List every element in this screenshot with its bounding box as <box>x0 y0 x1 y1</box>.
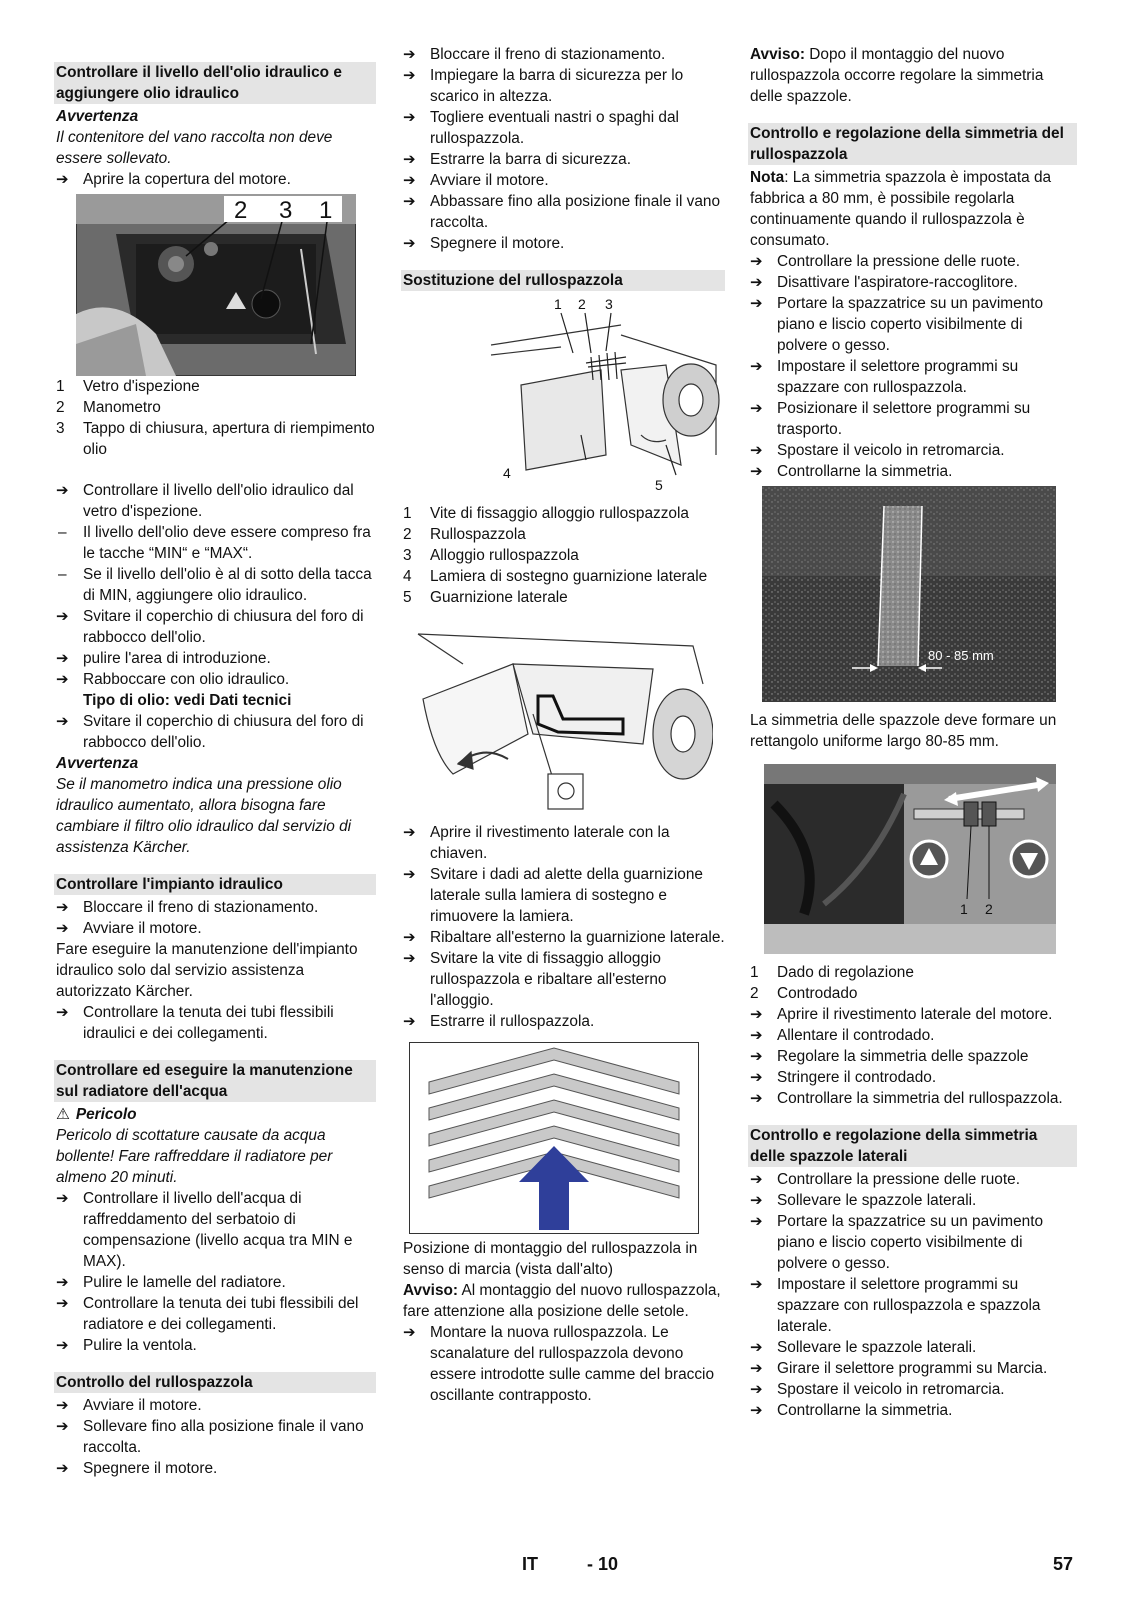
step: ➔ Girare il selettore programmi su Marcia. <box>750 1358 1077 1379</box>
step: ➔ Controllare la tenuta dei tubi flessibili idraulici e dei collegamenti. <box>56 1002 376 1044</box>
warning-triangle-icon: ⚠ <box>56 1106 70 1123</box>
heading-oil-level: Controllare il livello dell'olio idraulico e aggiungere olio idraulico <box>54 62 376 104</box>
legend-item: 1 Vetro d'ispezione <box>56 378 200 395</box>
step: ➔ Bloccare il freno di stazionamento. <box>403 44 725 65</box>
heading-radiator: Controllare ed eseguire la manutenzione sul radiatore dell'acqua <box>54 1060 376 1102</box>
warning-title: Avvertenza <box>56 755 139 772</box>
step: ➔ Controllare la pressione delle ruote. <box>750 251 1077 272</box>
fig2-label: 5 <box>655 477 663 493</box>
step: ➔ Controllarne la simmetria. <box>750 461 1077 482</box>
legend-item: 3 Tappo di chiusura, apertura di riempimento olio <box>56 420 375 458</box>
legend-item: 5 Guarnizione laterale <box>403 589 568 606</box>
roller-housing-drawing <box>481 295 721 495</box>
paragraph: Fare eseguire la manutenzione dell'impianto idraulico solo dal servizio assistenza autorizzato Kärcher. <box>56 941 358 1000</box>
notice: Avviso: Dopo il montaggio del nuovo rullospazzola occorre regolare la simmetria delle spazzole. <box>750 46 1044 105</box>
step: ➔ Portare la spazzatrice su un pavimento piano e liscio coperto visibilmente di polvere o gesso. <box>750 293 1077 356</box>
step: ➔ Sollevare fino alla posizione finale il vano raccolta. <box>56 1416 376 1458</box>
step: ➔ Bloccare il freno di stazionamento. <box>56 897 376 918</box>
danger-text: Pericolo di scottature causate da acqua bollente! Fare raffreddare il radiatore per almeno 20 minuti. <box>56 1127 333 1186</box>
step: ➔ Svitare la vite di fissaggio alloggio rullospazzola e ribaltare all'esterno l'alloggio. <box>403 948 725 1011</box>
heading-roller-symmetry: Controllo e regolazione della simmetria del rullospazzola <box>748 123 1077 165</box>
step: ➔ Aprire il rivestimento laterale del motore. <box>750 1004 1077 1025</box>
step: ➔ Pulire le lamelle del radiatore. <box>56 1272 376 1293</box>
heading-side-brush-symmetry: Controllo e regolazione della simmetria delle spazzole laterali <box>748 1125 1077 1167</box>
side-seal-drawing <box>413 624 713 814</box>
step: ➔ Impostare il selettore programmi su spazzare con rullospazzola. <box>750 356 1077 398</box>
step: ➔ Aprire il rivestimento laterale con la chiaven. <box>403 822 725 864</box>
step: ➔ Spegnere il motore. <box>403 233 725 254</box>
step: ➔ Estrarre la barra di sicurezza. <box>403 149 725 170</box>
legend-item: 2 Manometro <box>56 399 161 416</box>
step: ➔ Controllare la tenuta dei tubi flessibili del radiatore e dei collegamenti. <box>56 1293 376 1335</box>
legend-item: 4 Lamiera di sostegno guarnizione laterale <box>403 568 708 585</box>
figure-sweep-pattern <box>762 486 1056 702</box>
fig1-label: 3 <box>279 197 293 224</box>
fig4-label: 1 <box>960 901 968 917</box>
step: ➔ Avviare il motore. <box>56 918 376 939</box>
dimension-label: 80 - 85 mm <box>928 648 994 663</box>
step: ➔ Spostare il veicolo in retromarcia. <box>750 1379 1077 1400</box>
figure-mounting-position <box>409 1042 699 1234</box>
step: ➔ Montare la nuova rullospazzola. Le scanalature del rullospazzola devono essere introdotte sulle camme del braccio oscillante contrapposto. <box>403 1322 725 1406</box>
legend-list <box>750 962 1077 1004</box>
footer-local-page: - 10 <box>587 1554 619 1574</box>
legend-item: 2 Controdado <box>750 985 858 1002</box>
warning-text: Il contenitore del vano raccolta non deve essere sollevato. <box>56 129 333 167</box>
fig2-label: 3 <box>605 296 613 312</box>
fig1-label: 2 <box>234 197 248 224</box>
paragraph: La simmetria delle spazzole deve formare un rettangolo uniforme largo 80-85 mm. <box>750 712 1057 750</box>
step: ➔ Abbassare fino alla posizione finale il vano raccolta. <box>403 191 725 233</box>
legend-item: 1 Vite di fissaggio alloggio rullospazzola <box>403 505 689 522</box>
sweep-pattern-photo <box>762 486 1056 702</box>
fig4-label: 2 <box>985 901 993 917</box>
step: ➔ Sollevare le spazzole laterali. <box>750 1190 1077 1211</box>
step: ➔ Estrarre il rullospazzola. <box>403 1011 725 1032</box>
figure-engine-oil <box>76 194 356 376</box>
fig2-label: 1 <box>554 296 562 312</box>
note: Nota: La simmetria spazzola è impostata da fabbrica a 80 mm, è possibile regolarla continuamente quando il rullospazzola è consumato. <box>750 169 1052 249</box>
footer-language: IT <box>522 1554 538 1574</box>
heading-replace-roller: Sostituzione del rullospazzola <box>401 270 725 291</box>
step: ➔ Controllare il livello dell'acqua di raffreddamento del serbatoio di compensazione (livello acqua tra MIN e MAX). <box>56 1188 376 1272</box>
legend-item: 2 Rullospazzola <box>403 526 526 543</box>
step: ➔ Spostare il veicolo in retromarcia. <box>750 440 1077 461</box>
figure-roller-housing <box>481 295 721 495</box>
step: ➔ Impiegare la barra di sicurezza per lo scarico in altezza. <box>403 65 725 107</box>
step: ➔ Avviare il motore. <box>403 170 725 191</box>
sub-step: – Se il livello dell'olio è al di sotto della tacca di MIN, aggiungere olio idraulico. <box>56 564 376 606</box>
step: ➔ Allentare il controdado. <box>750 1025 1077 1046</box>
step: ➔ Portare la spazzatrice su un pavimento piano e liscio coperto visibilmente di polvere o gesso. <box>750 1211 1077 1274</box>
step: ➔ Controllare la pressione delle ruote. <box>750 1169 1077 1190</box>
step: ➔ Posizionare il selettore programmi su trasporto. <box>750 398 1077 440</box>
warning-text: Se il manometro indica una pressione olio idraulico aumentato, allora bisogna fare cambiare il filtro olio idraulico dal servizio di assistenza Kärcher. <box>56 776 352 856</box>
step: ➔ Pulire la ventola. <box>56 1335 376 1356</box>
step: ➔ Controllare il livello dell'olio idraulico dal vetro d'ispezione. <box>56 480 376 522</box>
step: ➔ pulire l'area di introduzione. <box>56 648 376 669</box>
step: ➔ Ribaltare all'esterno la guarnizione laterale. <box>403 927 725 948</box>
step: ➔ Rabboccare con olio idraulico. <box>56 669 376 690</box>
column-middle <box>403 44 725 1406</box>
step: ➔ Sollevare le spazzole laterali. <box>750 1337 1077 1358</box>
adjust-nuts-photo <box>764 764 1056 954</box>
legend-list <box>56 376 376 460</box>
figure-adjust-nuts <box>764 764 1056 954</box>
danger-title: ⚠ Pericolo <box>56 1106 137 1123</box>
chevron-brush-diagram <box>409 1042 699 1234</box>
step: ➔ Stringere il controdado. <box>750 1067 1077 1088</box>
sub-step: – Il livello dell'olio deve essere compreso fra le tacche “MIN“ e “MAX“. <box>56 522 376 564</box>
oil-type: Tipo di olio: vedi Dati tecnici <box>83 692 292 709</box>
step: ➔ Togliere eventuali nastri o spaghi dal rullospazzola. <box>403 107 725 149</box>
footer-page-number: 57 <box>1053 1554 1074 1574</box>
step: ➔ Regolare la simmetria delle spazzole <box>750 1046 1077 1067</box>
step: ➔ Spegnere il motore. <box>56 1458 376 1479</box>
fig2-label: 4 <box>503 465 511 481</box>
notice: Avviso: Al montaggio del nuovo rullospazzola, fare attenzione alla posizione delle setole. <box>403 1282 721 1320</box>
step: ➔ Controllare la simmetria del rullospazzola. <box>750 1088 1077 1109</box>
legend-item: 3 Alloggio rullospazzola <box>403 547 579 564</box>
fig2-label: 2 <box>578 296 586 312</box>
heading-hydraulic: Controllare l'impianto idraulico <box>54 874 376 895</box>
column-left <box>56 44 376 1479</box>
engine-photo <box>76 194 356 376</box>
legend-item: 1 Dado di regolazione <box>750 964 914 981</box>
figure-caption: Posizione di montaggio del rullospazzola in senso di marcia (vista dall'alto) <box>403 1240 698 1278</box>
fig1-label: 1 <box>319 197 333 224</box>
step: ➔ Svitare i dadi ad alette della guarnizione laterale sulla lamiera di sostegno e rimuovere la lamiera. <box>403 864 725 927</box>
step: ➔ Controllarne la simmetria. <box>750 1400 1077 1421</box>
step: ➔ Avviare il motore. <box>56 1395 376 1416</box>
step: ➔ Impostare il selettore programmi su spazzare con rullospazzola e spazzola laterale. <box>750 1274 1077 1337</box>
warning-title: Avvertenza <box>56 108 139 125</box>
step: ➔ Svitare il coperchio di chiusura del foro di rabbocco dell'olio. <box>56 606 376 648</box>
step: ➔ Aprire la copertura del motore. <box>56 169 376 190</box>
figure-side-seal <box>413 624 713 814</box>
step: ➔ Svitare il coperchio di chiusura del foro di rabbocco dell'olio. <box>56 711 376 753</box>
step: ➔ Disattivare l'aspiratore-raccoglitore. <box>750 272 1077 293</box>
column-right <box>750 44 1077 1421</box>
legend-list <box>403 503 725 608</box>
heading-roller-check: Controllo del rullospazzola <box>54 1372 376 1393</box>
